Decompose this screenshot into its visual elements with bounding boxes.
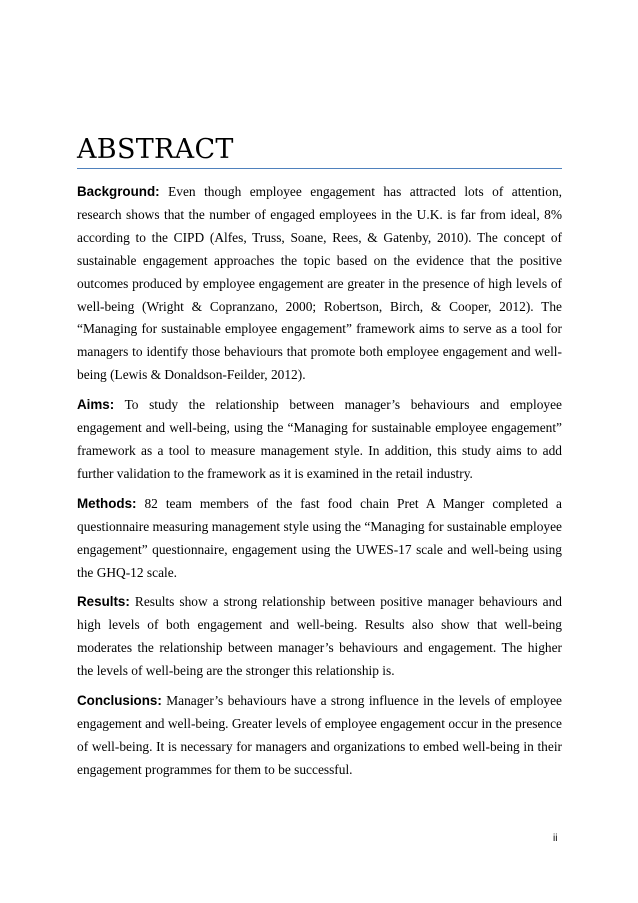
background-label: Background:: [77, 184, 160, 199]
results-text: Results show a strong relationship between positive manager behaviours and high levels of both engagement and well-being. Results also show that well-being moderates the relationship between manager’s behaviours and engagement. The higher the levels of well-being are the stronger this relationship is.: [77, 594, 562, 679]
methods-label: Methods:: [77, 495, 137, 511]
background-text: Even though employee engagement has attracted lots of attention, research shows that the number of engaged employees in the U.K. is far from ideal, 8% according to the CIPD (Alfes, Truss, Soane, Rees, & Gatenby, 2010). The concept of sustainable engagement approaches the topic based on the evidence that the positive outcomes produced by employee engagement are greater in the presence of high levels of well-being (Wright & Copranzano, 2000; Robertson, Birch, & Cooper, 2012). The “Managing for sustainable employee engagement” framework aims to serve as a tool for managers to identify those behaviours that promote both employee engagement and well-being (Lewis & Donaldson-Feilder, 2012).: [77, 184, 562, 383]
background-paragraph: [77, 181, 562, 387]
conclusions-label: Conclusions:: [77, 693, 162, 709]
page-title: ABSTRACT: [77, 134, 234, 165]
results-paragraph: [77, 591, 562, 683]
title-underline: [77, 168, 562, 169]
page-number: ii: [553, 833, 558, 844]
aims-label: Aims:: [77, 397, 115, 413]
conclusions-text: Manager’s behaviours have a strong influence in the levels of employee engagement and well-being. Greater levels of employee engagement occur in the presence of well-being. It is necessary for managers and organizations to embed well-being in their engagement programmes for them to be successful.: [77, 693, 562, 777]
methods-text: 82 team members of the fast food chain Pret A Manger completed a questionnaire measuring management style using the “Managing for sustainable employee engagement” questionnaire, engagement using the UWES-17 scale and well-being using the GHQ-12 scale.: [77, 495, 562, 580]
aims-paragraph: [77, 394, 562, 486]
results-label: Results:: [77, 594, 130, 610]
methods-paragraph: [77, 493, 562, 585]
conclusions-paragraph: [77, 690, 562, 782]
aims-text: To study the relationship between manager’s behaviours and employee engagement and well-being, using the “Managing for sustainable employee engagement” framework as a tool to measure management style. In addition, this study aims to add further validation to the framework as it is examined in the retail industry.: [77, 397, 563, 481]
abstract-body: [77, 181, 562, 789]
